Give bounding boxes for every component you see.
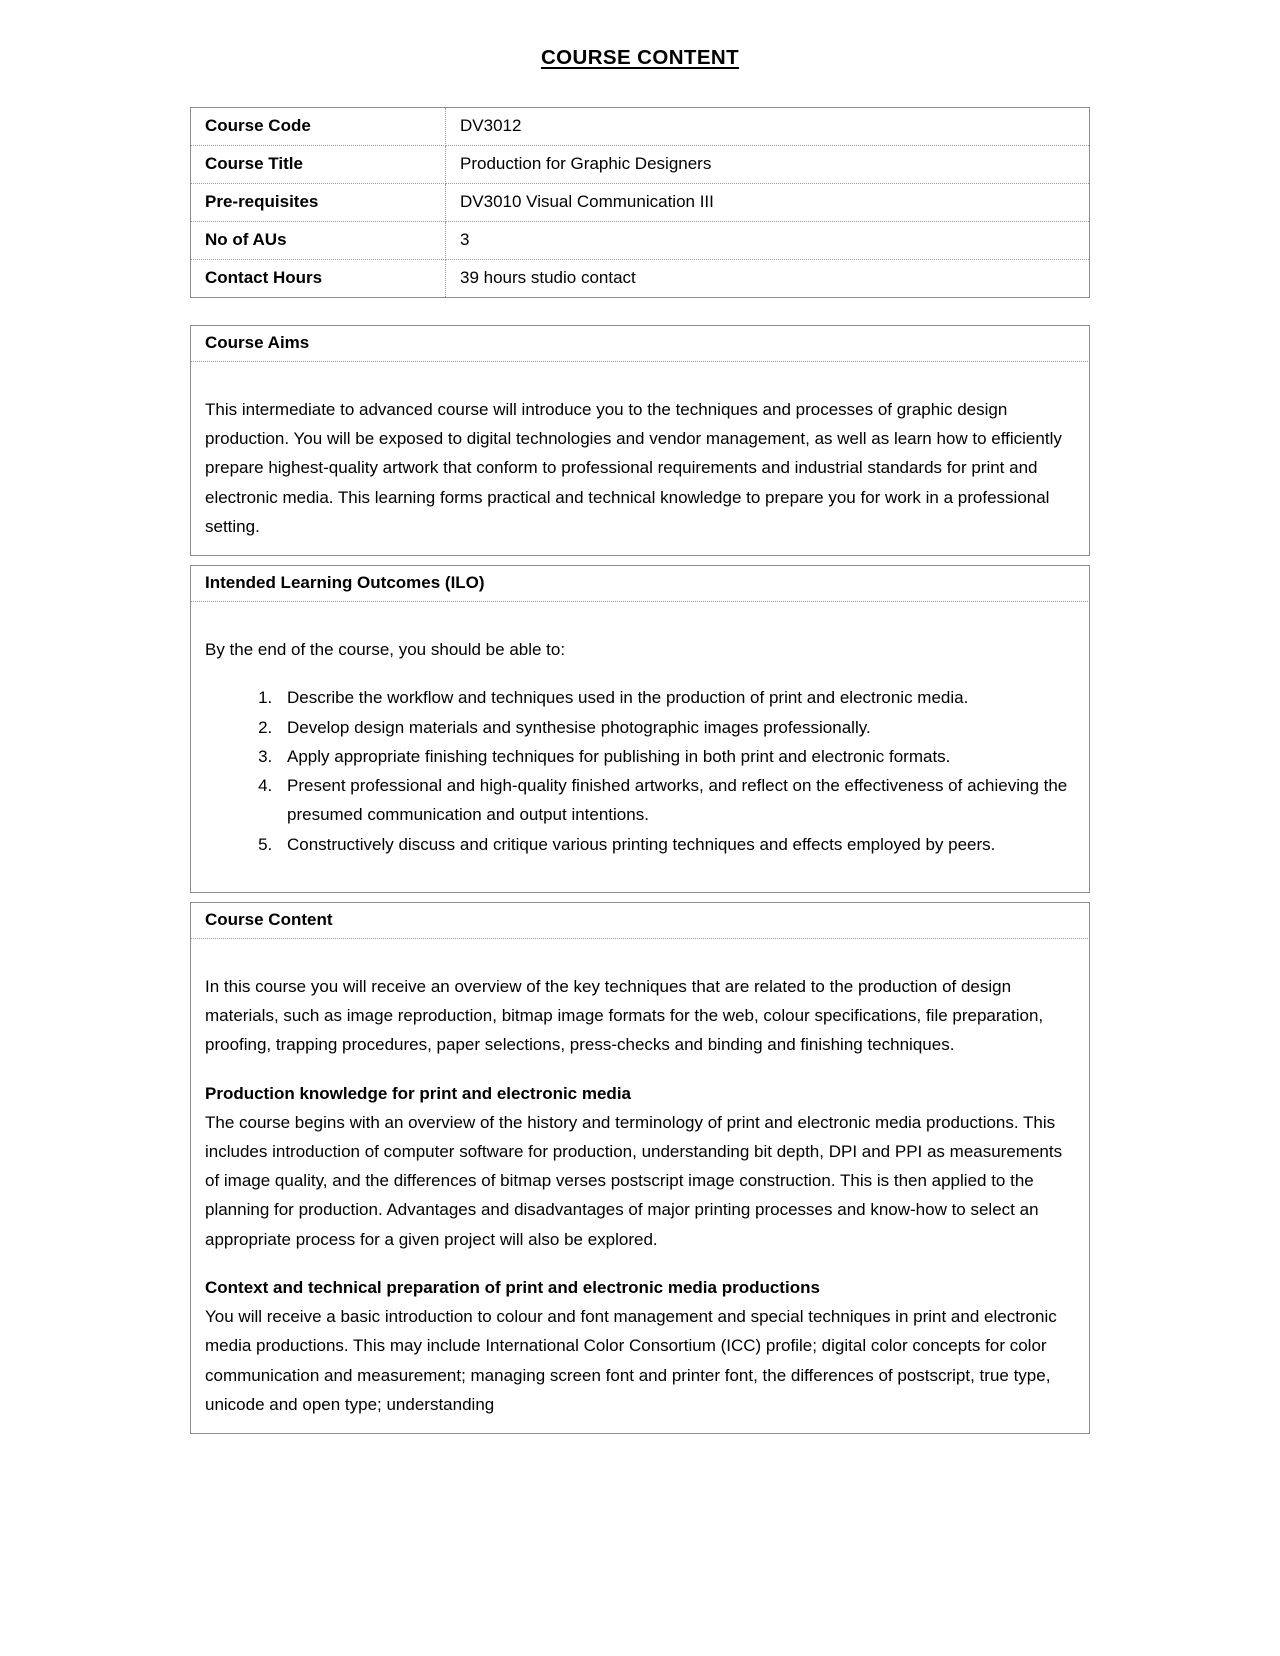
ilo-body-container [190,602,1090,893]
ilo-list [205,683,1073,858]
course-aims-text: This intermediate to advanced course will introduce you to the techniques and processes of graphic design production. You will be exposed to digital technologies and vendor management, as well as learn how to efficiently prepare highest-quality artwork that conform to professional requirements and industrial standards for print and electronic media. This learning forms practical and technical knowledge to prepare you for work in a professional setting. [205,400,1062,536]
ilo-section [190,565,1090,893]
course-title-value: Production for Graphic Designers [446,146,1090,184]
pre-requisites-value: DV3010 Visual Communication III [446,184,1090,222]
spacer [0,298,1280,325]
contact-hours-value: 39 hours studio contact [446,260,1090,298]
spacer [0,893,1280,902]
table-row [191,108,1090,146]
list-item: 2. Develop design materials and synthesise photographic images professionally. [277,713,1073,742]
page-title: COURSE CONTENT [540,46,740,69]
no-of-aus-label: No of AUs [191,222,446,260]
course-content-section [190,902,1090,1434]
spacer [205,376,1073,395]
subsection-text-context-technical-preparation: You will receive a basic introduction to colour and font management and special techniques in print and electronic media productions. This may include International Color Consortium (ICC) profile; digital color concepts for color communication and measurement; managing screen font and printer font, the differences of postscript, true type, unicode and open type; understanding [205,1307,1057,1414]
spacer [205,953,1073,972]
list-item: 3. Apply appropriate finishing techniques for publishing in both print and electronic formats. [277,742,1073,771]
table-row [191,146,1090,184]
course-content-heading: Course Content [190,902,1090,939]
ilo-heading: Intended Learning Outcomes (ILO) [190,565,1090,602]
table-row [191,222,1090,260]
course-aims-section [190,325,1090,556]
course-content-intro-text: In this course you will receive an overview of the key techniques that are related to the production of design materials, such as image reproduction, bitmap image formats for the web, colour specifications, file preparation, proofing, trapping procedures, paper selections, press-checks and binding and finishing techniques. [205,976,1044,1055]
pre-requisites-label: Pre-requisites [191,184,446,222]
course-title-label: Course Title [191,146,446,184]
list-item: 1. Describe the workflow and techniques used in the production of print and electronic media. [277,683,1073,712]
course-code-value: DV3012 [446,108,1090,146]
subsection-heading-production-knowledge: Production knowledge for print and electronic media [205,1083,631,1103]
spacer [205,859,1073,878]
course-aims-body-container [190,362,1090,556]
course-aims-heading: Course Aims [190,325,1090,362]
ilo-intro-text: By the end of the course, you should be able to: [205,640,566,660]
spacer [205,664,1073,683]
spacer [0,556,1280,565]
list-item: 4. Present professional and high-quality finished artworks, and reflect on the effectiveness of achieving the presumed communication and output intentions. [277,771,1073,829]
contact-hours-label: Contact Hours [191,260,446,298]
spacer [205,616,1073,635]
table-row [191,260,1090,298]
spacer [205,1060,1073,1079]
course-info-table [190,107,1090,298]
no-of-aus-value: 3 [446,222,1090,260]
subsection-heading-context-technical-preparation: Context and technical preparation of print and electronic media productions [205,1277,820,1297]
course-code-label: Course Code [191,108,446,146]
spacer [205,1254,1073,1273]
subsection-text-production-knowledge: The course begins with an overview of the history and terminology of print and electronic media productions. This includes introduction of computer software for production, understanding bit depth, DPI and PPI as measurements of image quality, and the differences of bitmap verses postscript image construction. This is then applied to the planning for production. Advantages and disadvantages of major printing processes and know-how to select an appropriate process for a given project will also be explored. [205,1112,1063,1249]
list-item: 5. Constructively discuss and critique various printing techniques and effects employed by peers. [277,830,1073,859]
table-row [191,184,1090,222]
course-content-body-container [190,939,1090,1434]
